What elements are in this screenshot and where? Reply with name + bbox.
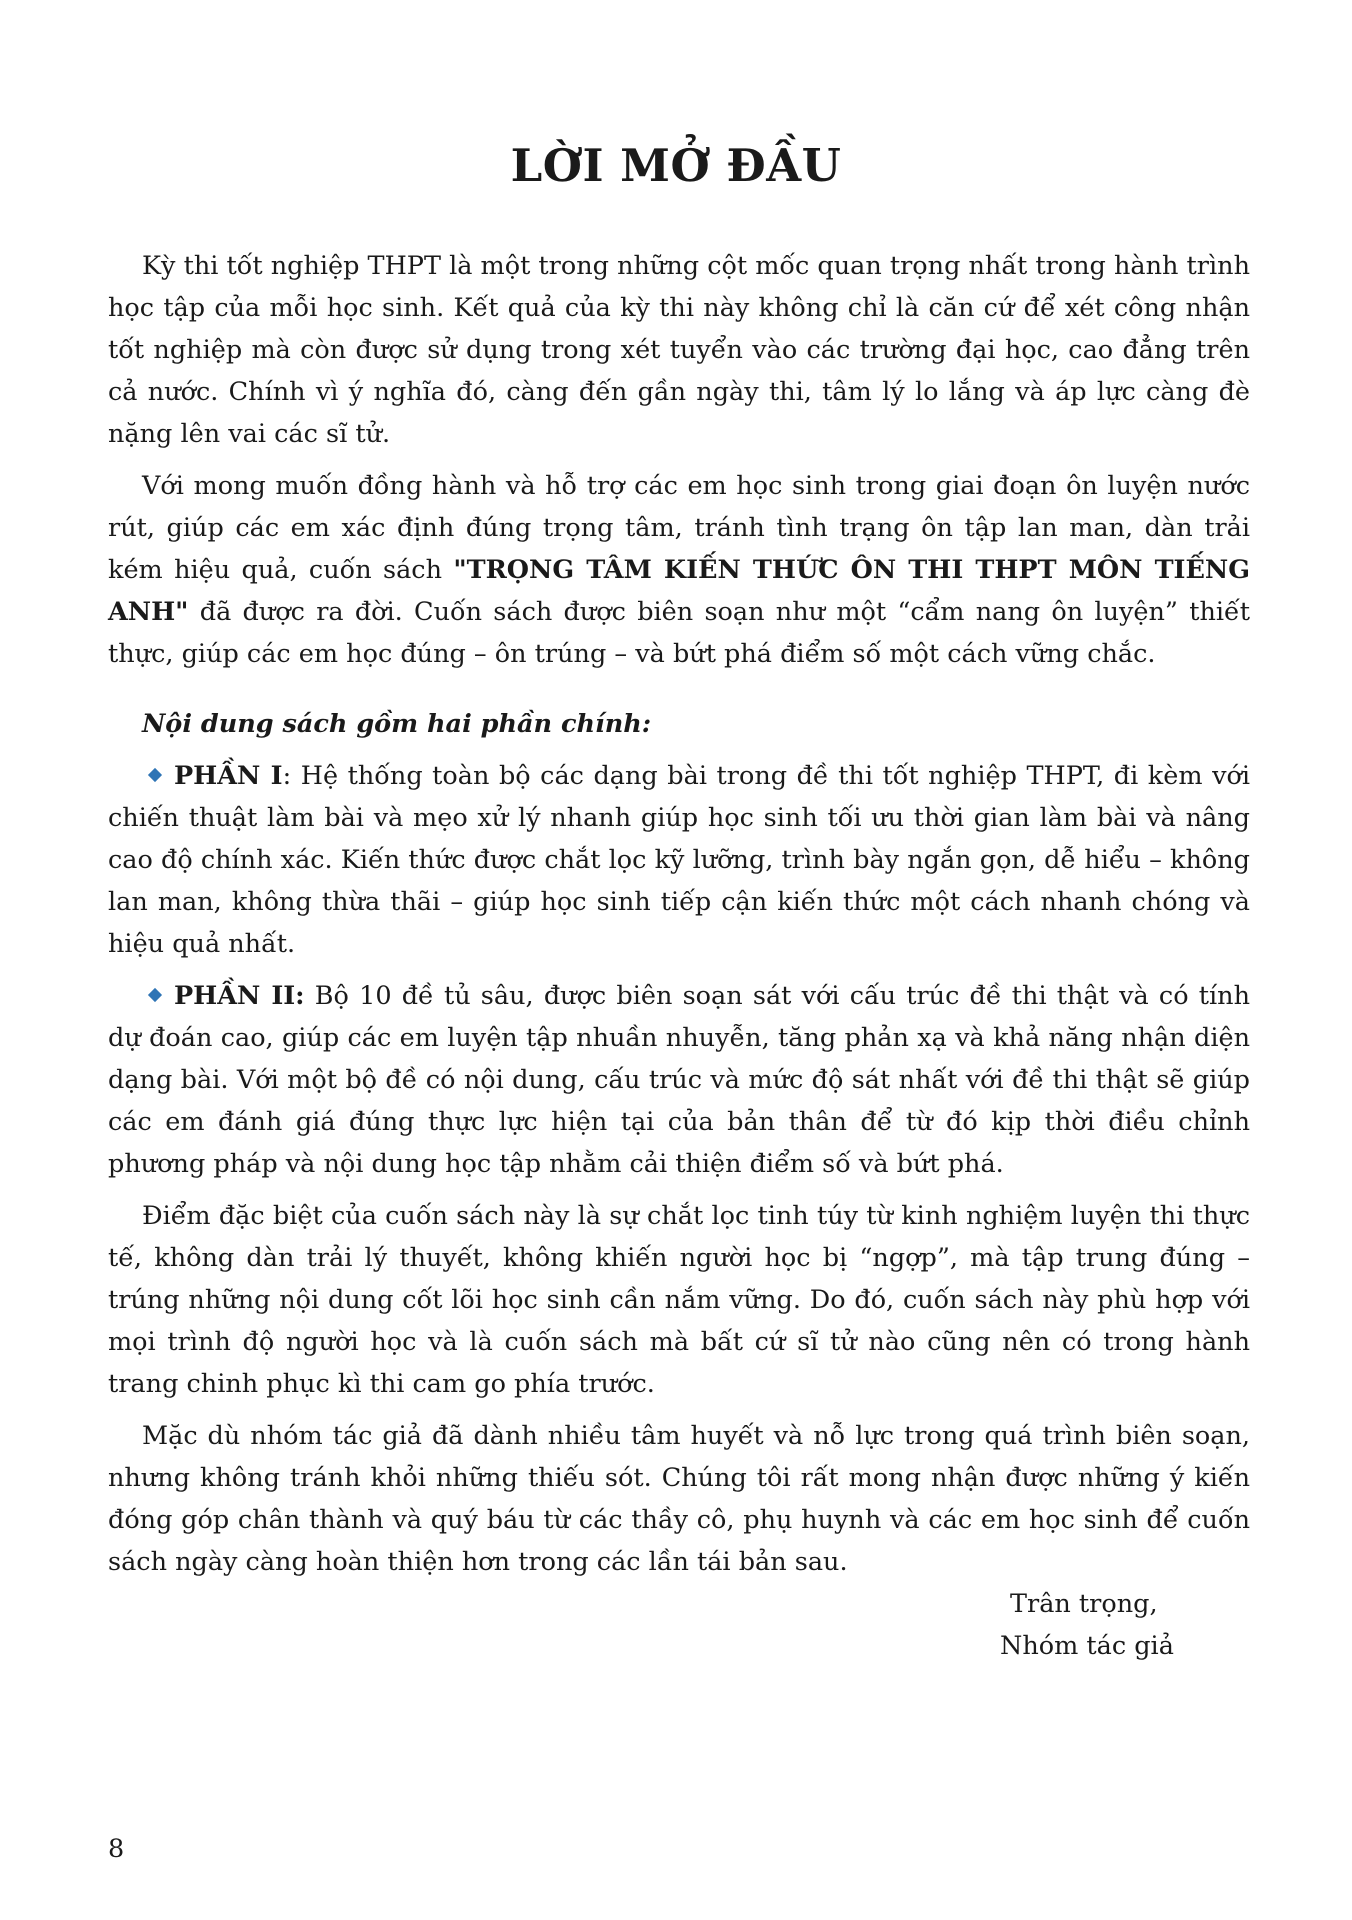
part-1-label: PHẦN I xyxy=(174,761,283,791)
part-2-label: PHẦN II: xyxy=(174,981,305,1011)
list-item-part-2 xyxy=(108,975,1250,1185)
signature-author: Nhóm tác giả xyxy=(1000,1631,1174,1661)
book-title: "TRỌNG TÂM KIẾN THỨC ÔN THI THPT MÔN TIẾNG ANH" xyxy=(108,555,1251,627)
paragraph-intro: Kỳ thi tốt nghiệp THPT là một trong những cột mốc quan trọng nhất trong hành trình học tập của mỗi học sinh. Kết quả của kỳ thi này không chỉ là căn cứ để xét công nhận tốt nghiệp mà còn được sử dụng trong xét tuyển vào các trường đại học, cao đẳng trên cả nước. Chính vì ý nghĩa đó, càng đến gần ngày thi, tâm lý lo lắng và áp lực càng đè nặng lên vai các sĩ tử. xyxy=(108,251,1250,449)
page-title: LỜI MỞ ĐẦU xyxy=(510,139,842,192)
paragraph-purpose-text-1: Với mong muốn đồng hành và hỗ trợ các em học sinh trong giai đoạn ôn luyện nước rút, giúp các em xác định đúng trọng tâm, tránh tình trạng ôn tập lan man, dàn trải kém hiệu quả, cuốn sách xyxy=(108,471,1250,585)
paragraph-purpose xyxy=(108,465,1250,675)
diamond-bullet-icon xyxy=(148,988,162,1002)
part-1-text: : Hệ thống toàn bộ các dạng bài trong đề thi tốt nghiệp THPT, đi kèm với chiến thuật làm bài và mẹo xử lý nhanh giúp học sinh tối ưu thời gian làm bài và nâng cao độ chính xác. Kiến thức được chắt lọc kỹ lưỡng, trình bày ngắn gọn, dễ hiểu – không lan man, không thừa thãi – giúp học sinh tiếp cận kiến thức một cách nhanh chóng và hiệu quả nhất. xyxy=(108,761,1250,959)
paragraph-closing: Mặc dù nhóm tác giả đã dành nhiều tâm huyết và nỗ lực trong quá trình biên soạn, nhưng không tránh khỏi những thiếu sót. Chúng tôi rất mong nhận được những ý kiến đóng góp chân thành và quý báu từ các thầy cô, phụ huynh và các em học sinh để cuốn sách ngày càng hoàn thiện hơn trong các lần tái bản sau. xyxy=(108,1421,1250,1577)
signature-closing: Trân trọng, xyxy=(1010,1589,1158,1619)
part-2-text: Bộ 10 đề tủ sâu, được biên soạn sát với cấu trúc đề thi thật và có tính dự đoán cao, giúp các em luyện tập nhuần nhuyễn, tăng phản xạ và khả năng nhận diện dạng bài. Với một bộ đề có nội dung, cấu trúc và mức độ sát nhất với đề thi thật sẽ giúp các em đánh giá đúng thực lực hiện tại của bản thân để từ đó kịp thời điều chỉnh phương pháp và nội dung học tập nhằm cải thiện điểm số và bứt phá. xyxy=(108,981,1250,1179)
page-number: 8 xyxy=(108,1834,125,1864)
paragraph-purpose-text-2: đã được ra đời. Cuốn sách được biên soạn như một “cẩm nang ôn luyện” thiết thực, giúp các em học đúng – ôn trúng – và bứt phá điểm số một cách vững chắc. xyxy=(108,597,1250,669)
paragraph-highlight: Điểm đặc biệt của cuốn sách này là sự chắt lọc tinh túy từ kinh nghiệm luyện thi thực tế, không dàn trải lý thuyết, không khiến người học bị “ngợp”, mà tập trung đúng – trúng những nội dung cốt lõi học sinh cần nắm vững. Do đó, cuốn sách này phù hợp với mọi trình độ người học và là cuốn sách mà bất cứ sĩ tử nào cũng nên có trong hành trang chinh phục kì thi cam go phía trước. xyxy=(108,1201,1250,1399)
diamond-bullet-icon xyxy=(148,768,162,782)
signature-block xyxy=(940,1583,1200,1667)
contents-heading: Nội dung sách gồm hai phần chính: xyxy=(142,709,652,739)
preface-body xyxy=(108,245,1250,1593)
list-item-part-1 xyxy=(108,755,1250,965)
